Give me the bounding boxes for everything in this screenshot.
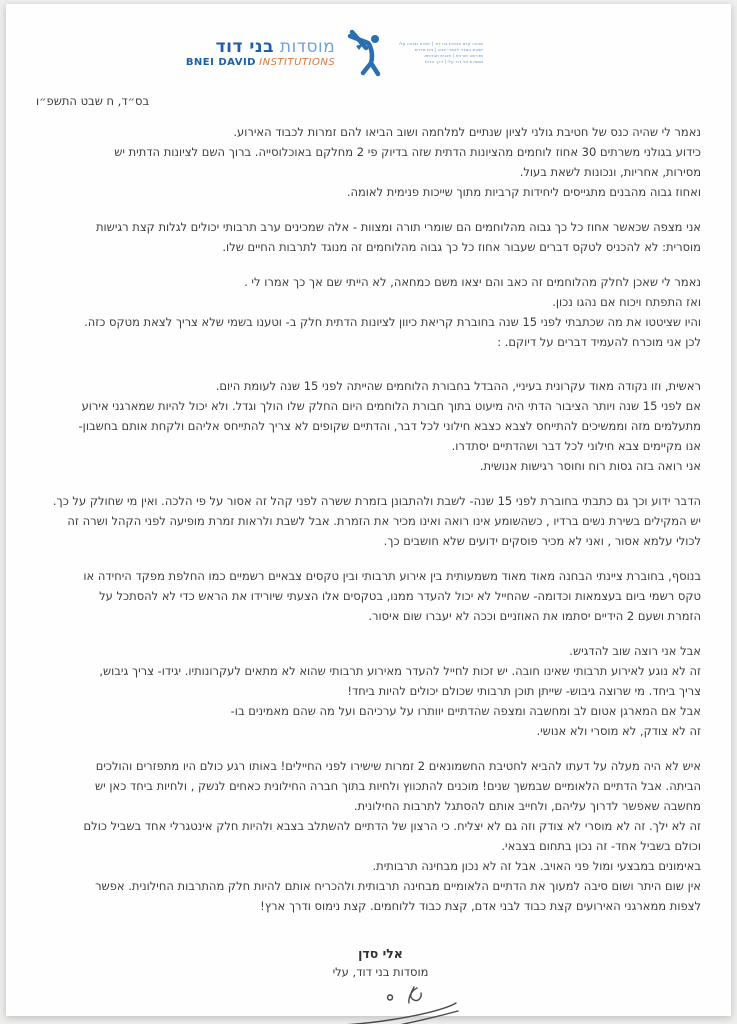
org-name-he-bold: בני דוד <box>215 36 274 57</box>
text-line: בנוסף, בחוברת ציינתי הבחנה מאוד מאוד משמעותית בין אירוע תרבותי ובין טקסים צבאיים רשמיים כמו החלפת מפקד היחידה או <box>83 569 701 583</box>
org-name-en-light: INSTITUTIONS <box>259 56 336 68</box>
letterhead <box>0 28 697 78</box>
text-line: ואז התפתח ויכוח אם נהגו נכון. <box>552 295 701 309</box>
date-line <box>6 94 731 108</box>
letter-page <box>6 4 731 1016</box>
org-name-en-bold: BNEI DAVID <box>185 56 256 68</box>
org-name-he-light: מוסדות <box>279 36 336 57</box>
text-line: ראשית, וזו נקודה מאוד עקרונית בעיניי, ההבדל בחבורת הלוחמים שהייתה לפני 15 שנה לעומת היום. <box>215 379 701 393</box>
text-line: ואחוז גבוה מהבנים מתגייסים ליחידות קרביות מתוך שייכות פנימית לאומה. <box>346 185 701 199</box>
text-line: וכולם בשביל אחד- זה נכון בתחום בצבאי. <box>501 839 701 853</box>
paragraph <box>40 566 701 626</box>
text-line: אני מצפה שכאשר אחוז כל כך גבוה מהלוחמים הם שומרי תורה ומצוות - אלה שמכינים ערב תרבותי יכולים לגלות קצת רגישות <box>95 220 701 234</box>
signature-org: מוסדות בני דוד, עלי <box>332 965 429 979</box>
paragraph <box>40 217 701 257</box>
paragraph <box>40 756 701 916</box>
handwritten-signature-scrawl <box>286 981 476 1024</box>
text-line: זה לא נוגע לאירוע תרבותי שאינו חובה. יש זכות לחייל להעדר מאירוע תרבותי שהוא לא מתאים לעקרונותיו. יגידו- צריך גיבוש, <box>99 664 701 678</box>
text-line: אין שום היתר ושום סיבה למעוך את הדתיים הלאומיים מבחינה תרבותית ולהכריח אותם להיות חלק מהתרבות החילונית. אפשר <box>95 879 701 893</box>
text-line: אבל אם המארגן אטום לב ומחשבה ומצפה שהדתיים יוותרו על ערכיהם ועל מה שהם מאמינים בו- <box>230 704 701 718</box>
contact-line: מוסדות בני דוד עלי | דרך הרוח <box>425 59 484 64</box>
text-line: מחשבה שאפשר לדרוך עליהם, ולחייב אותם להסתגל לתרבות החילונית. <box>353 799 701 813</box>
text-line: אנו מקיימים צבא חילוני לכל דבר ושהדתיים יסתדרו. <box>451 439 701 453</box>
text-line: צריך ביחד. מי שרוצה גיבוש- שייתן תוכן תרבותי שכולם יכולים להיות ביחד! <box>347 684 701 698</box>
paragraph <box>40 272 701 352</box>
text-line: נאמר לי שהיה כנס של חטיבת גולני לציון שנתיים למלחמה ושוב הביאו להם זמרות לכבוד האירוע. <box>233 125 701 139</box>
text-line: אני רואה בזה גסות רוח וחוסר רגישות אנושית. <box>479 459 701 473</box>
text-line: לצפות ממארגני האירועים קצת כבוד לבני אדם, קצת כבוד ללוחמים. קצת נימוס ודרך ארץ! <box>260 899 701 913</box>
text-line: לכן אני מוכרח להעמיד דברים על דיוקם. : <box>497 335 701 349</box>
logo-wordmark <box>185 36 336 68</box>
org-name-hebrew <box>186 36 336 57</box>
text-line: הדבר ידוע וכך גם כתבתי בחוברת לפני 15 שנה- לשבת ולהתבונן בזמרת ששרה לפני קהל זה אסור על פי הלכה. ואין מי שחולק על כך. <box>52 494 701 508</box>
text-line: כידוע בגולני משרתים 30 אחוז לוחמים מהציונות הדתית שזה בדיוק פי 2 מחלקם באוכלוסייה. ברוך השם לציונות הדתית יש <box>114 145 701 159</box>
text-line: איש לא היה מעלה על דעתו להביא לחטיבת החשמונאים 2 זמרות שישירו לפני החיילים! באותו רגע כולם היו מתפזרים והולכים <box>95 759 701 773</box>
paragraph <box>40 122 701 202</box>
contact-line: מכינה קדם צבאית בני דוד | ישיבה גבוהה עלי <box>399 41 484 46</box>
text-line: מוסרית: לא להכניס לטקס דברים שעבור אחוז כל כך גבוה מהלוחמים זה מנוגד לתרבות החיים שלו. <box>222 240 701 254</box>
text-line: נאמר לי שאכן לחלק מהלוחמים זה כאב והם יצאו משם כמחאה, לא הייתי שם אך כך אמרו לי . <box>244 275 701 289</box>
text-line: מסירות, אחריות, ונכונות לשאת בעול. <box>519 165 701 179</box>
letter-body <box>6 108 731 916</box>
hebrew-date: בס״ד, ח שבט התשפ״ו <box>36 94 150 108</box>
text-line: והיו שציטטו את מה שכתבתי לפני 15 שנה בחוברת קריאת כיוון לציונות הדתית חלק ב- וטענו בשמי שלא צריך לצאת מטקס כזה. <box>84 315 701 329</box>
gymnast-logo-icon <box>342 28 388 78</box>
text-line: יש המקילים בשירת נשים ברדיו , כשהשומע אינו רואה ואינו מכיר את הזמרת. אבל לשבת ולראות זמרת מופיעה לפני הקהל ושרה זה <box>67 514 701 528</box>
paragraph <box>40 491 701 551</box>
text-line: טקס רשמי ביום בעצמאות וכדומה- שהחייל לא יכול להעדר ממנו, בטקסים אלו הצעתי שיורידו את הראש כדי לא להסתכל על <box>99 589 701 603</box>
paragraph <box>40 641 701 741</box>
text-line: באימונים במבצעי ומול פני האויב. אבל זה לא נכון מבחינה תרבותית. <box>372 859 701 873</box>
text-line: הביתה. אבל הדתיים הלאומיים שבמשך שנים! מוכנים להתכווץ ולחיות בתוך חברה החילונית כאחים לנשק , ולחיות ביחד כאן יש <box>95 779 701 793</box>
letterhead-contact-lines <box>395 41 483 65</box>
org-name-english <box>186 58 335 68</box>
contact-line: ישיבת הסדר לבוגרי צבא | בית מדרש <box>414 47 484 52</box>
contact-line: מדרשה תורנית | תכנית חברותא <box>424 53 484 58</box>
text-line: זה לא ילך. זה לא מוסרי לא צודק וזה גם לא יצליח. כי הרצון של הדתיים להשתלב בצבא ולהיות חלק אינטגרלי אחד בשביל כולם <box>83 819 701 833</box>
signature-block <box>18 946 737 1024</box>
text-line: לכולי עלמא אסור , ואני לא מכיר פוסקים ידועים שלא חושבים כך. <box>383 534 701 548</box>
text-line: הזמרת ושעם 2 הידיים יסתמו את האוזניים וככה לא יעברו שום איסור. <box>368 609 701 623</box>
text-line: אם לפני 15 שנה ויותר הציבור הדתי היה מיעוט בתוך חבורת הלוחמים היום החלק שלו הולך וגדל. ולא יכול להיות שמארגני אירוע <box>81 399 701 413</box>
text-line: מתעלמים מזה וממשיכים להתייחס לצבא כצבא חילוני לכל דבר, והדתיים שקופים לא צריך להתייחס אליהם ולקחת אותם בחשבון- <box>78 419 701 433</box>
signature-name: אלי סדן <box>358 946 403 961</box>
text-line: אבל אני רוצה שוב להדגיש. <box>569 644 701 658</box>
paragraph <box>40 376 701 476</box>
text-line: זה לא צודק, לא מוסרי ולא אנושי. <box>536 724 701 738</box>
